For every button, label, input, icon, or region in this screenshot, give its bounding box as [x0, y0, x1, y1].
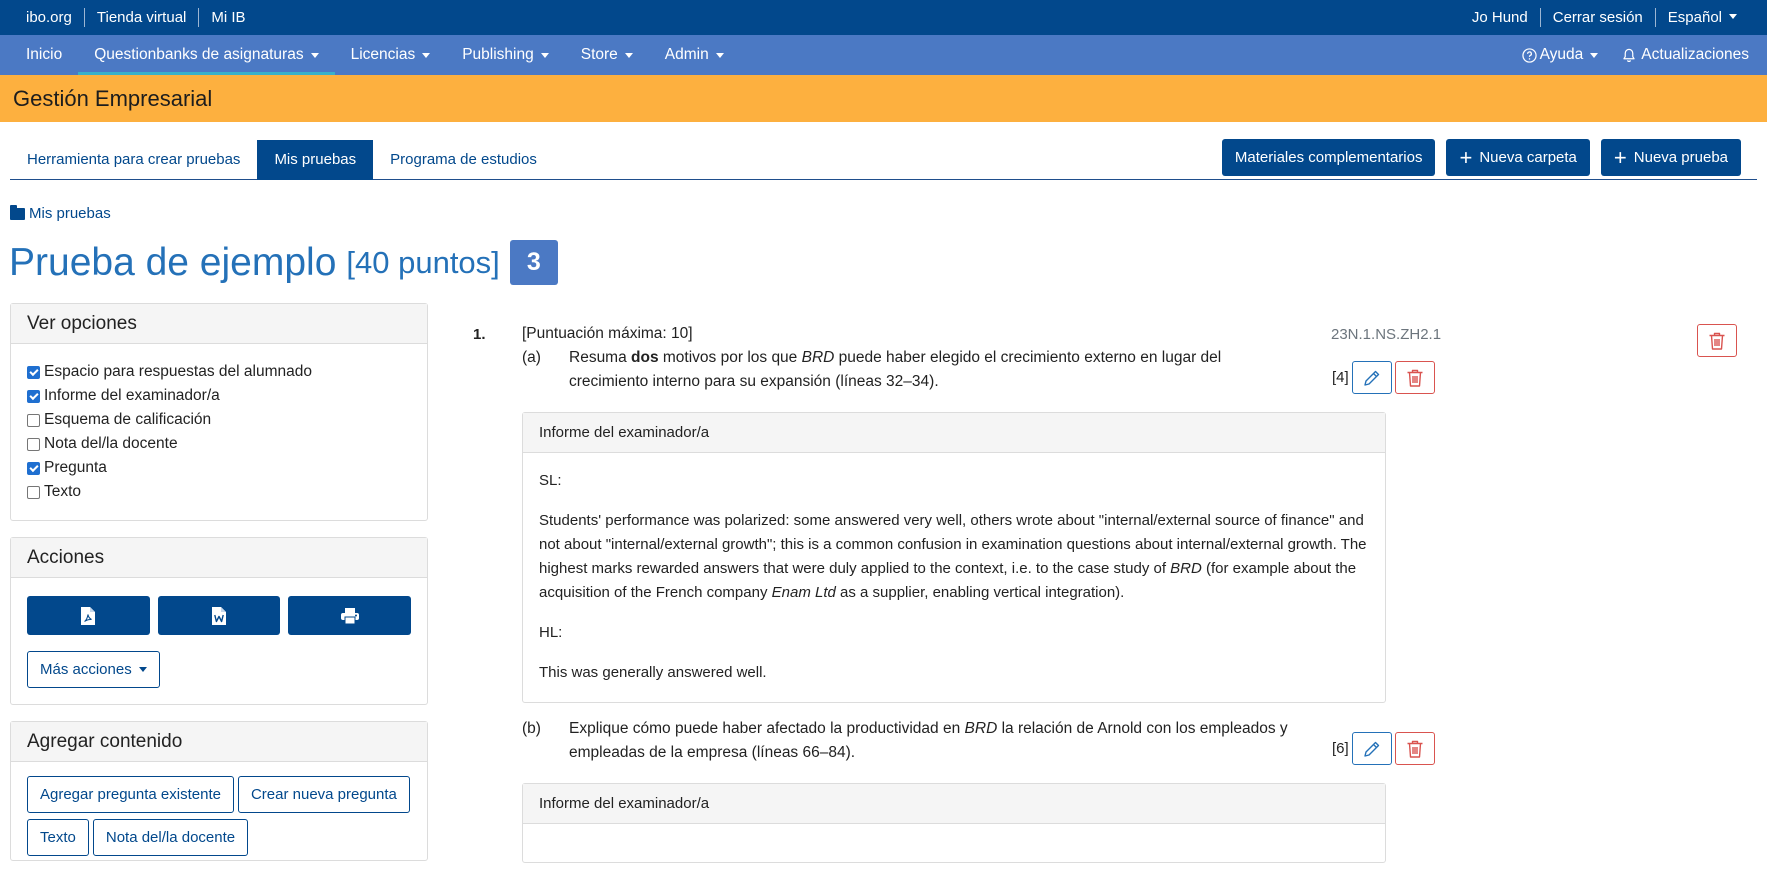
option-label: Pregunta	[44, 459, 107, 476]
nav-item-label: Licencias	[350, 46, 416, 63]
checkbox-checked[interactable]	[27, 462, 40, 475]
examiner-report-a	[522, 412, 1386, 703]
user-links	[1460, 0, 1767, 35]
examiner-report-b	[522, 783, 1386, 863]
add-teacher-note-button[interactable]: Nota del/la docente	[93, 819, 248, 856]
breadcrumb-my-tests[interactable]: Mis pruebas	[29, 205, 111, 222]
nav-item-label: Publishing	[462, 46, 534, 63]
tabs-row	[10, 138, 1757, 180]
text-segment: puede haber elegido el crecimiento externo en lugar del crecimiento interno para su expansión (líneas 32–34).	[569, 349, 1222, 390]
button-label: Materiales complementarios	[1234, 149, 1423, 166]
text-segment: Students' performance was polarized: some answered very well, others wrote about "internal/external source of finance" and not about "internal/external growth"; this is a common confusion in examination questions about internal/external growth. The highest marks rewarded answers that were duly applied to the context, i.e. to the case study of	[539, 512, 1367, 577]
option-label: Esquema de calificación	[44, 411, 212, 428]
tab-my-tests[interactable]: Mis pruebas	[257, 140, 373, 180]
text-italic: BRD	[1170, 560, 1202, 577]
nav-item-label: Inicio	[26, 46, 63, 63]
checkbox-unchecked[interactable]	[27, 438, 40, 451]
part-b-marks: [6]	[1332, 740, 1349, 757]
tab-list	[10, 140, 554, 180]
delete-part-b-button[interactable]	[1395, 732, 1435, 765]
examiner-report-body	[523, 453, 1385, 703]
delete-part-a-button[interactable]	[1395, 361, 1435, 394]
nav-item-licenses[interactable]	[335, 35, 447, 75]
button-label: Nueva carpeta	[1479, 149, 1577, 166]
download-pdf-button[interactable]	[27, 596, 150, 635]
chevron-down-icon	[716, 53, 724, 58]
text-segment: Explique cómo puede haber afectado la productividad en	[569, 720, 965, 737]
add-existing-question-button[interactable]: Agregar pregunta existente	[27, 776, 234, 813]
nav-right	[1510, 35, 1767, 75]
view-options-list	[11, 344, 427, 518]
option-question[interactable]	[27, 456, 411, 480]
plus-icon: +	[1459, 144, 1473, 170]
text-bold: dos	[631, 349, 659, 366]
chevron-down-icon	[139, 667, 147, 672]
download-word-button[interactable]	[158, 596, 281, 635]
updates-link[interactable]	[1610, 35, 1767, 75]
actions-heading: Acciones	[11, 538, 427, 578]
nav-items	[10, 35, 740, 75]
part-a-label: (a)	[522, 349, 541, 366]
new-folder-button[interactable]	[1446, 139, 1589, 176]
part-a-text	[569, 346, 1289, 394]
bell-icon	[1622, 48, 1636, 63]
trash-icon	[1406, 368, 1424, 388]
help-circle-icon	[1522, 48, 1537, 63]
more-actions-dropdown[interactable]	[27, 651, 160, 688]
actions-panel	[10, 537, 428, 705]
part-b-text	[569, 717, 1289, 765]
tab-buttons	[1222, 139, 1741, 176]
nav-item-subject-questionbanks[interactable]	[78, 35, 334, 75]
pencil-icon	[1363, 369, 1381, 387]
actions-body	[11, 578, 427, 702]
text-italic: BRD	[964, 720, 998, 737]
chevron-down-icon	[311, 53, 319, 58]
nav-item-label: Admin	[664, 46, 709, 63]
plus-icon: +	[1613, 144, 1627, 170]
supplementary-materials-button[interactable]	[1222, 139, 1436, 176]
pdf-icon	[80, 606, 96, 626]
hl-label: HL:	[539, 624, 563, 641]
more-actions-wrapper	[27, 651, 411, 688]
create-new-question-button[interactable]: Crear nueva pregunta	[238, 776, 410, 813]
button-label: Nueva prueba	[1633, 149, 1728, 166]
main-nav	[0, 35, 1767, 75]
text-italic: Enam Ltd	[771, 584, 836, 601]
add-content-heading: Agregar contenido	[11, 722, 427, 762]
action-buttons	[27, 596, 411, 635]
examiner-report-heading: Informe del examinador/a	[523, 784, 1385, 824]
add-content-panel	[10, 721, 428, 861]
edit-part-b-button[interactable]	[1352, 732, 1392, 765]
option-label: Nota del/la docente	[44, 435, 178, 452]
part-b-label: (b)	[522, 720, 541, 737]
question-code: 23N.1.NS.ZH2.1	[1331, 326, 1442, 343]
subject-banner	[0, 75, 1767, 122]
tab-test-builder[interactable]: Herramienta para crear pruebas	[27, 151, 241, 168]
nav-item-home[interactable]	[10, 35, 78, 75]
view-options-heading: Ver opciones	[11, 304, 427, 344]
top-links	[26, 0, 258, 35]
trash-icon	[1406, 739, 1424, 759]
option-teacher-note[interactable]	[27, 432, 411, 456]
virtual-store-link[interactable]: Tienda virtual	[85, 8, 200, 27]
question-number: 1.	[473, 326, 486, 343]
text-italic: BRD	[801, 349, 835, 366]
logout-link[interactable]: Cerrar sesión	[1541, 8, 1656, 27]
print-button[interactable]	[288, 596, 411, 635]
chevron-down-icon	[625, 53, 633, 58]
question-count-badge: 3	[510, 240, 558, 285]
delete-question-button[interactable]	[1697, 324, 1737, 357]
text-segment: la relación de Arnold con los empleados y empleadas de la empresa (líneas 66–84).	[569, 720, 1288, 761]
user-name-link[interactable]: Jo Hund	[1460, 8, 1541, 27]
checkbox-unchecked[interactable]	[27, 414, 40, 427]
nav-item-store[interactable]	[565, 35, 649, 75]
language-dropdown[interactable]	[1656, 8, 1749, 27]
chevron-down-icon	[1729, 14, 1737, 19]
question-max-marks: [Puntuación máxima: 10]	[522, 325, 693, 342]
help-dropdown[interactable]	[1510, 35, 1611, 75]
language-label: Español	[1667, 9, 1722, 26]
word-icon	[211, 606, 227, 626]
help-label: Ayuda	[1539, 46, 1584, 63]
breadcrumb[interactable]	[10, 205, 111, 222]
text-segment: motivos por los que	[658, 349, 802, 366]
test-points: [40 puntos]	[346, 244, 500, 280]
chevron-down-icon	[422, 53, 430, 58]
nav-item-label: Store	[580, 46, 618, 63]
test-title: Prueba de ejemplo	[9, 240, 337, 284]
new-test-button[interactable]	[1601, 139, 1741, 176]
edit-part-a-button[interactable]	[1352, 361, 1392, 394]
option-label: Espacio para respuestas del alumnado	[44, 363, 312, 380]
sl-label: SL:	[539, 472, 562, 489]
folder-icon	[10, 208, 25, 220]
print-icon	[340, 607, 360, 625]
page-title	[9, 240, 558, 285]
updates-label: Actualizaciones	[1641, 46, 1749, 63]
tab-syllabus[interactable]: Programa de estudios	[390, 151, 537, 168]
option-markscheme[interactable]	[27, 408, 411, 432]
text-segment: as a supplier, enabling vertical integration).	[835, 584, 1125, 601]
add-content-buttons	[11, 762, 427, 870]
checkbox-checked[interactable]	[27, 390, 40, 403]
option-examiner-report[interactable]	[27, 384, 411, 408]
ibo-org-link[interactable]: ibo.org	[26, 8, 85, 27]
my-ib-link[interactable]: Mi IB	[211, 9, 246, 26]
view-options-panel	[10, 303, 428, 521]
examiner-report-heading: Informe del examinador/a	[523, 413, 1385, 453]
top-bar	[0, 0, 1767, 35]
pencil-icon	[1363, 740, 1381, 758]
hl-text: This was generally answered well.	[539, 664, 767, 681]
chevron-down-icon	[541, 53, 549, 58]
button-label: Más acciones	[40, 661, 132, 678]
nav-item-publishing[interactable]	[446, 35, 565, 75]
subject-title: Gestión Empresarial	[13, 85, 213, 111]
part-a-marks: [4]	[1332, 369, 1349, 386]
option-label: Texto	[44, 483, 82, 500]
trash-icon	[1708, 331, 1726, 351]
text-segment: (for example about the acquisition of the French company	[539, 560, 1357, 601]
nav-item-admin[interactable]	[649, 35, 740, 75]
add-text-button[interactable]: Texto	[27, 819, 89, 856]
sl-text	[539, 509, 1369, 605]
checkbox-checked[interactable]	[27, 366, 40, 379]
chevron-down-icon	[1590, 53, 1598, 58]
nav-item-label: Questionbanks de asignaturas	[94, 46, 304, 63]
option-student-answer-space[interactable]	[27, 360, 411, 384]
option-text[interactable]	[27, 480, 411, 504]
option-label: Informe del examinador/a	[44, 387, 220, 404]
checkbox-unchecked[interactable]	[27, 486, 40, 499]
text-segment: Resuma	[569, 349, 632, 366]
